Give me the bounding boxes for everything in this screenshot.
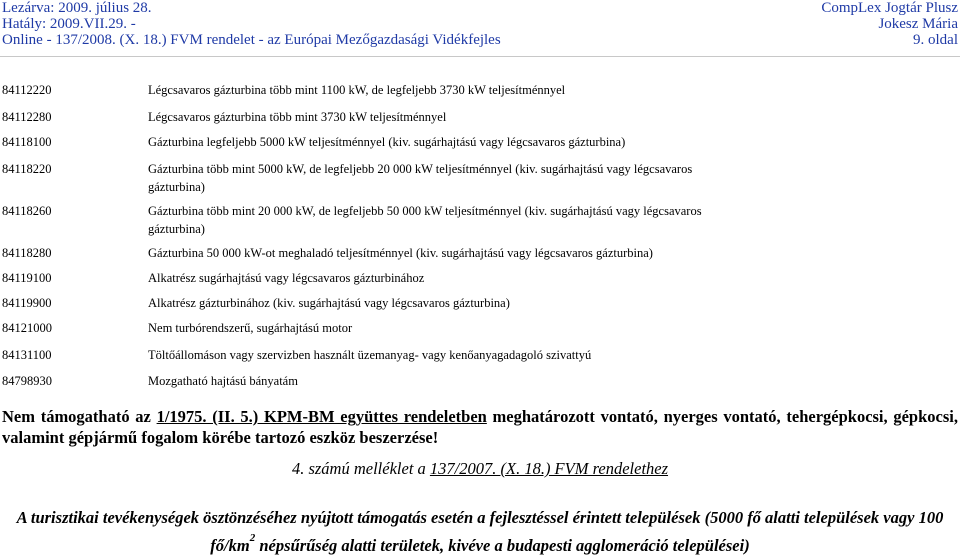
closed-date: Lezárva: 2009. július 28. — [2, 0, 152, 16]
density-unit: fő/km — [210, 536, 250, 555]
annex-regulation-link[interactable]: 137/2007. (X. 18.) FVM rendelethez — [429, 459, 669, 478]
item-code: 84118260 — [2, 204, 52, 218]
item-description: Légcsavaros gázturbina több mint 1100 kW, de legfeljebb 3730 kW teljesítménnyel — [148, 83, 566, 97]
item-code: 84131100 — [2, 348, 52, 362]
item-code: 84112280 — [2, 110, 52, 124]
page-header — [0, 0, 960, 50]
item-code: 84118280 — [2, 246, 52, 260]
annex-heading — [0, 459, 960, 479]
effective-date: Hatály: 2009.VII.29. - — [2, 16, 136, 32]
annex-prefix: 4. számú melléklet a — [291, 459, 430, 478]
paragraph-text-start: Nem támogatható az — [2, 407, 157, 426]
section-title-line-1: A turisztikai tevékenységek ösztönzéséhez nyújtott támogatás esetén a fejlesztéssel érintett települések (5000 fő alatti települések vagy 100 — [16, 508, 944, 527]
item-description: Alkatrész gázturbinához (kiv. sugárhajtású vagy légcsavaros gázturbina) — [148, 296, 510, 310]
item-description: Töltőállomáson vagy szervizben használt üzemanyag- vagy kenőanyagadagoló szivattyú — [148, 348, 592, 362]
item-description: Gázturbina több mint 5000 kW, de legfeljebb 20 000 kW teljesítménnyel (kiv. sugárhajtású vagy légcsavaros gázturbina) — [148, 162, 693, 194]
product-name: CompLex Jogtár Plusz — [821, 0, 958, 16]
item-code: 84121000 — [2, 321, 52, 335]
item-description: Légcsavaros gázturbina több mint 3730 kW teljesítménnyel — [148, 110, 447, 124]
item-description: Gázturbina legfeljebb 5000 kW teljesítménnyel (kiv. sugárhajtású vagy légcsavaros gázturbina) — [148, 135, 626, 149]
header-left — [2, 0, 501, 48]
item-description: Alkatrész sugárhajtású vagy légcsavaros gázturbinához — [148, 271, 425, 285]
item-code: 84119900 — [2, 296, 52, 310]
item-code: 84798930 — [2, 374, 52, 388]
unit-superscript: 2 — [249, 532, 256, 544]
user-name: Jokesz Mária — [878, 16, 958, 32]
header-divider — [0, 56, 960, 57]
item-description: Mozgatható hajtású bányatám — [148, 374, 298, 388]
restriction-paragraph — [2, 406, 958, 448]
item-code: 84118100 — [2, 135, 52, 149]
item-description: Gázturbina több mint 20 000 kW, de legfeljebb 50 000 kW teljesítménnyel (kiv. sugárhajtású vagy légcsavaros gázturbina) — [148, 204, 702, 236]
item-code: 84119100 — [2, 271, 52, 285]
paragraph-text-end: meghatározott vontató, nyerges vontató, tehergépkocsi, gépkocsi, valamint gépjármű fogalom körébe tartozó eszköz beszerzése! — [2, 407, 958, 447]
section-title-line-2-text: népsűrűség alatti területek, kivéve a budapesti agglomeráció települései) — [255, 536, 750, 555]
regulation-link[interactable]: 1/1975. (II. 5.) KPM-BM együttes rendeletben — [156, 407, 487, 426]
item-code: 84112220 — [2, 83, 52, 97]
document-source: Online - 137/2008. (X. 18.) FVM rendelet - az Európai Mezőgazdasági Vidékfejles — [2, 32, 501, 48]
item-description: Gázturbina 50 000 kW-ot meghaladó teljesítménnyel (kiv. sugárhajtású vagy légcsavaros gázturbina) — [148, 246, 653, 260]
item-description: Nem turbórendszerű, sugárhajtású motor — [148, 321, 353, 335]
section-title — [0, 504, 960, 560]
item-code: 84118220 — [2, 162, 52, 176]
page-number: 9. oldal — [913, 32, 958, 48]
header-right — [821, 0, 958, 48]
